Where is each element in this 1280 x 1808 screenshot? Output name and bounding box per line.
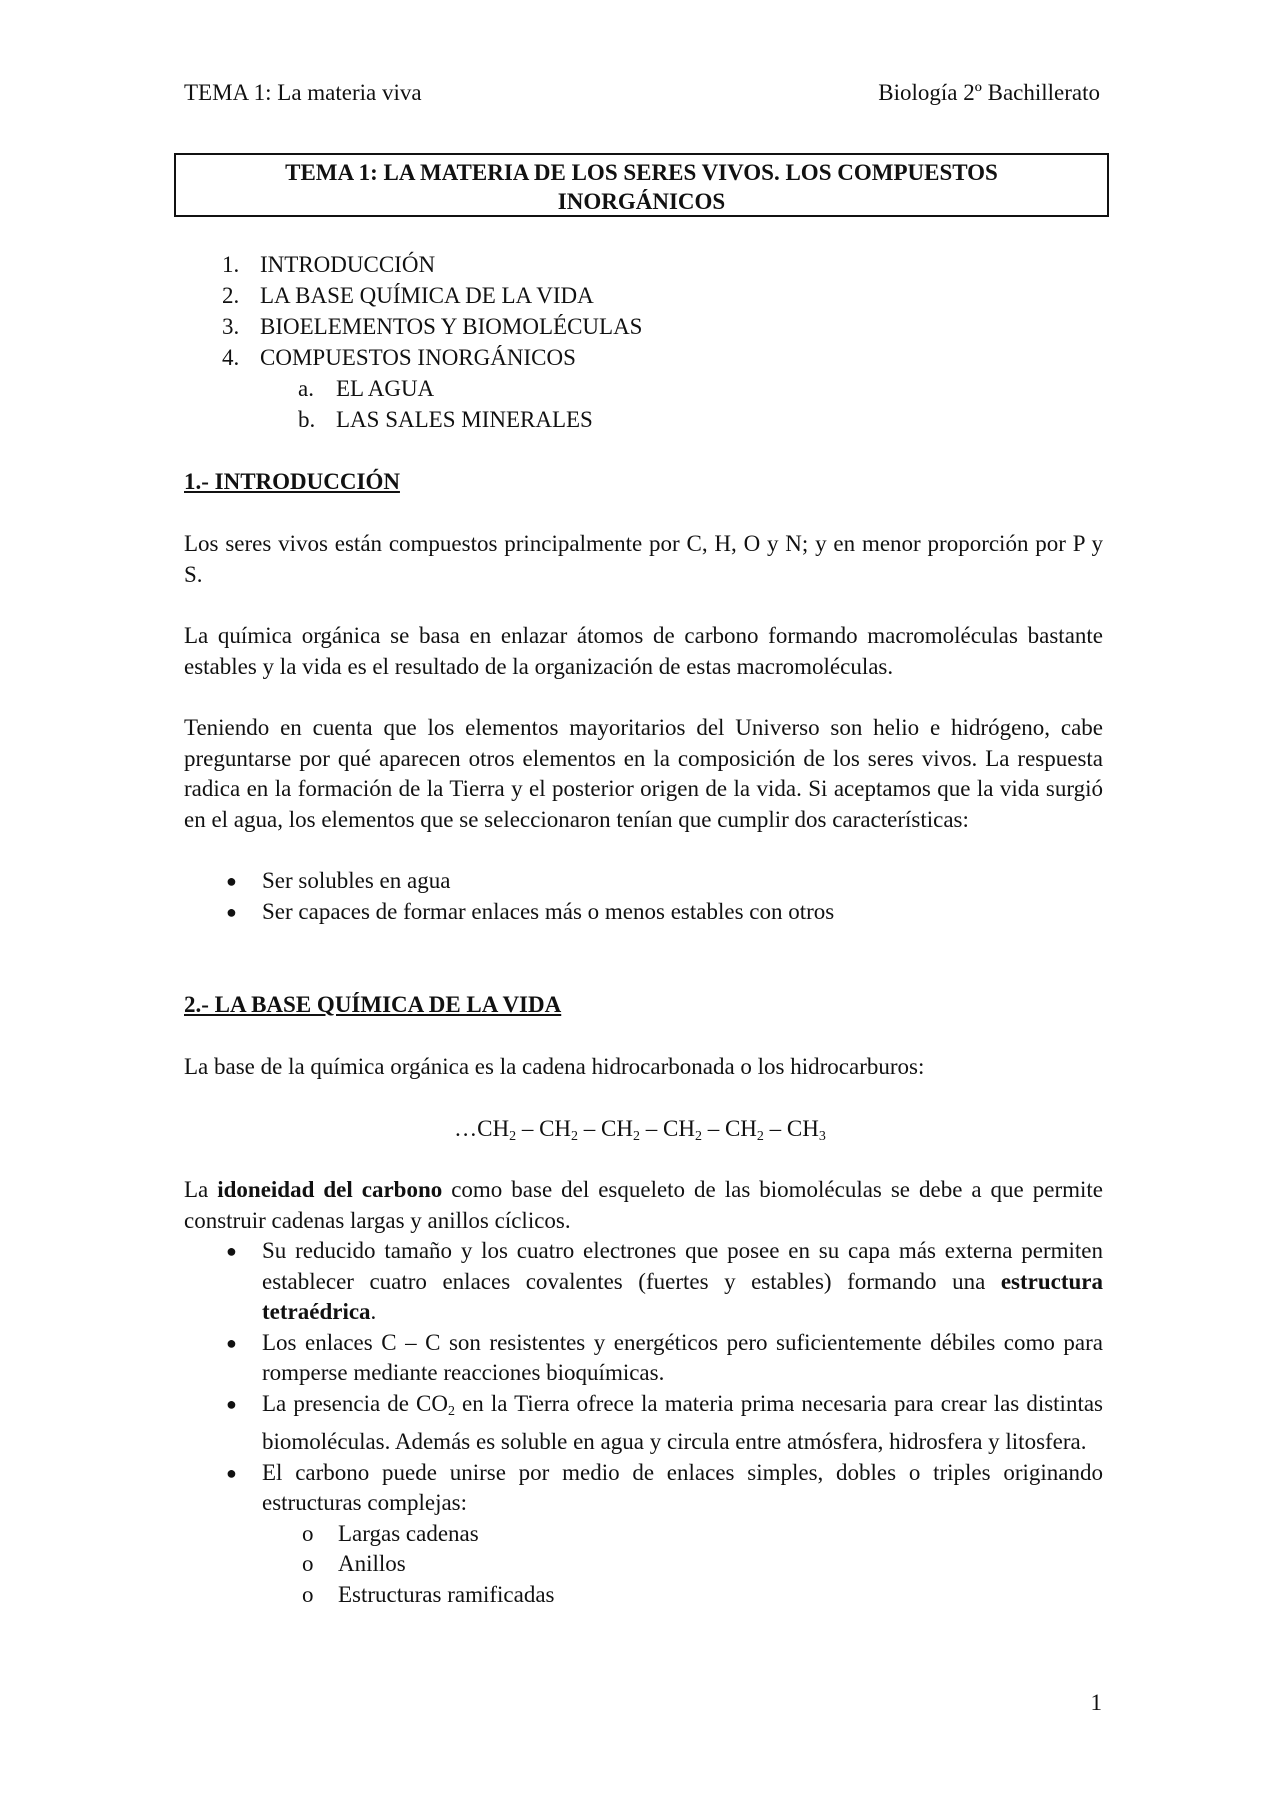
formula-subscript: 2: [694, 1129, 702, 1144]
header-left: TEMA 1: La materia viva: [184, 80, 422, 105]
formula-unit: CH: [786, 1116, 819, 1141]
toc-label: INTRODUCCIÓN: [260, 252, 436, 277]
formula-bond: –: [578, 1116, 602, 1141]
formula-unit: CH: [601, 1116, 633, 1141]
hydrocarbon-chain-formula: [0, 1114, 1280, 1153]
formula-bond: –: [701, 1116, 725, 1141]
bullet-item: [184, 866, 1103, 897]
formula-subscript: 2: [756, 1129, 764, 1144]
sub-bullet-item: o Estructuras ramificadas: [184, 1580, 1103, 1611]
document-title-box: [174, 153, 1109, 217]
formula-unit: CH: [663, 1116, 695, 1141]
title-line-1: TEMA 1: LA MATERIA DE LOS SERES VIVOS. LOS COMPUESTOS: [285, 160, 998, 185]
sub-bullet-item: o Anillos: [184, 1549, 1103, 1580]
circle-bullet-icon: o: [302, 1520, 314, 1546]
formula-bond: –: [640, 1116, 663, 1141]
toc-number: 3.: [222, 314, 240, 339]
circle-bullet-icon: o: [302, 1581, 314, 1607]
bullet-item: ● Su reducido tamaño y los cuatro electrones que posee en su capa más externa permiten establecer cuatro enlaces covalentes (fuertes y estables) formando una estructura tetraédrica.: [226, 1238, 1103, 1324]
formula-ellipsis: …: [454, 1116, 478, 1141]
section-2-title: 2.- LA BASE QUÍMICA DE LA VIDA: [184, 992, 562, 1017]
toc-label: EL AGUA: [336, 376, 435, 401]
toc-number: 4.: [222, 345, 240, 370]
bullet-item: ● Los enlaces C – C son resistentes y energéticos pero suficientemente débiles como para romperse mediante reacciones bioquímicas.: [226, 1329, 1103, 1385]
toc-number: 1.: [222, 252, 240, 277]
bullet-text: Ser solubles en agua: [262, 868, 451, 893]
toc-item: [222, 280, 642, 311]
section-2-bullet-list: [184, 1236, 1103, 1610]
toc-item: [222, 249, 642, 280]
bullet-icon: ●: [226, 871, 237, 891]
bullet-icon: ●: [226, 901, 237, 922]
title-line-2: INORGÁNICOS: [557, 189, 726, 214]
toc-item: [222, 342, 642, 373]
toc-subitem: [222, 404, 642, 435]
toc-label: BIOELEMENTOS Y BIOMOLÉCULAS: [260, 314, 643, 339]
formula-unit: CH: [539, 1116, 572, 1141]
emphasis-carbon: idoneidad del carbono: [217, 1177, 443, 1202]
section-1-bullet-list: [184, 866, 1103, 927]
bullet-icon: ●: [226, 1332, 237, 1353]
formula-unit: CH: [477, 1116, 510, 1141]
bullet-item: ● El carbono puede unirse por medio de enlaces simples, dobles o triples originando estructuras complejas: o Largas cadenas o Anillos o Estructuras ramificadas: [184, 1458, 1103, 1611]
formula-bond: –: [763, 1116, 787, 1141]
sub-bullet-item: o Largas cadenas: [184, 1519, 1103, 1550]
page-number: 1: [1090, 1690, 1102, 1715]
section-1-paragraph-1: Los seres vivos están compuestos principalmente por C, H, O y N; y en menor proporción por P y S.: [184, 531, 1103, 587]
formula-subscript: 2: [509, 1129, 517, 1144]
formula-subscript: 2: [633, 1129, 640, 1144]
toc-number: b.: [298, 407, 316, 432]
bullet-item: ● La presencia de $CO_2$ en la Tierra ofrece la materia prima necesaria para crear las distintas biomoléculas. Además es soluble en agua y circula entre atmósfera, hidrosfera y litosfera.: [226, 1390, 1103, 1454]
structure-sublist: [184, 1519, 1103, 1611]
bullet-icon: ●: [226, 1462, 237, 1483]
bullet-icon: ●: [226, 1393, 237, 1414]
bullet-item: [184, 897, 1103, 928]
header-right: Biología 2º Bachillerato: [878, 80, 1100, 105]
section-2-paragraph-1: La base de la química orgánica es la cadena hidrocarbonada o los hidrocarburos:: [184, 1054, 925, 1079]
toc-item: [222, 311, 642, 342]
formula-subscript: 2: [571, 1129, 579, 1144]
toc-label: COMPUESTOS INORGÁNICOS: [260, 345, 576, 370]
bullet-text: Ser capaces de formar enlaces más o menos estables con otros: [262, 898, 835, 924]
bullet-icon: ●: [226, 1241, 237, 1261]
formula-unit: CH: [724, 1116, 757, 1141]
section-1-paragraph-2: La química orgánica se basa en enlazar átomos de carbono formando macromoléculas bastante estables y la vida es el resultado de la organización de estas macromoléculas.: [184, 623, 1103, 679]
toc-number: a.: [298, 376, 314, 401]
emphasis-tetrahedral: estructura tetraédrica: [262, 1268, 1103, 1324]
formula-subscript: 3: [818, 1129, 826, 1144]
toc-number: 2.: [222, 283, 240, 308]
toc-label: LAS SALES MINERALES: [336, 407, 593, 432]
circle-bullet-icon: o: [302, 1551, 314, 1576]
section-1-paragraph-3: Teniendo en cuenta que los elementos mayoritarios del Universo son helio e hidrógeno, cabe preguntarse por qué aparecen otros elementos en la composición de los seres vivos. La respuesta radica en la formación de la Tierra y el posterior origen de la vida. Si aceptamos que la vida surgió en el agua, los elementos que se seleccionaron tenían que cumplir dos características:: [184, 715, 1103, 832]
table-of-contents: [222, 249, 642, 435]
section-2-paragraph-2: La idoneidad del carbono como base del esqueleto de las biomoléculas se debe a que permite construir cadenas largas y anillos cíclicos.: [184, 1177, 1103, 1233]
toc-label: LA BASE QUÍMICA DE LA VIDA: [260, 283, 594, 308]
section-1-title: 1.- INTRODUCCIÓN: [184, 469, 400, 494]
toc-subitem: [222, 373, 642, 404]
formula-bond: –: [516, 1116, 540, 1141]
